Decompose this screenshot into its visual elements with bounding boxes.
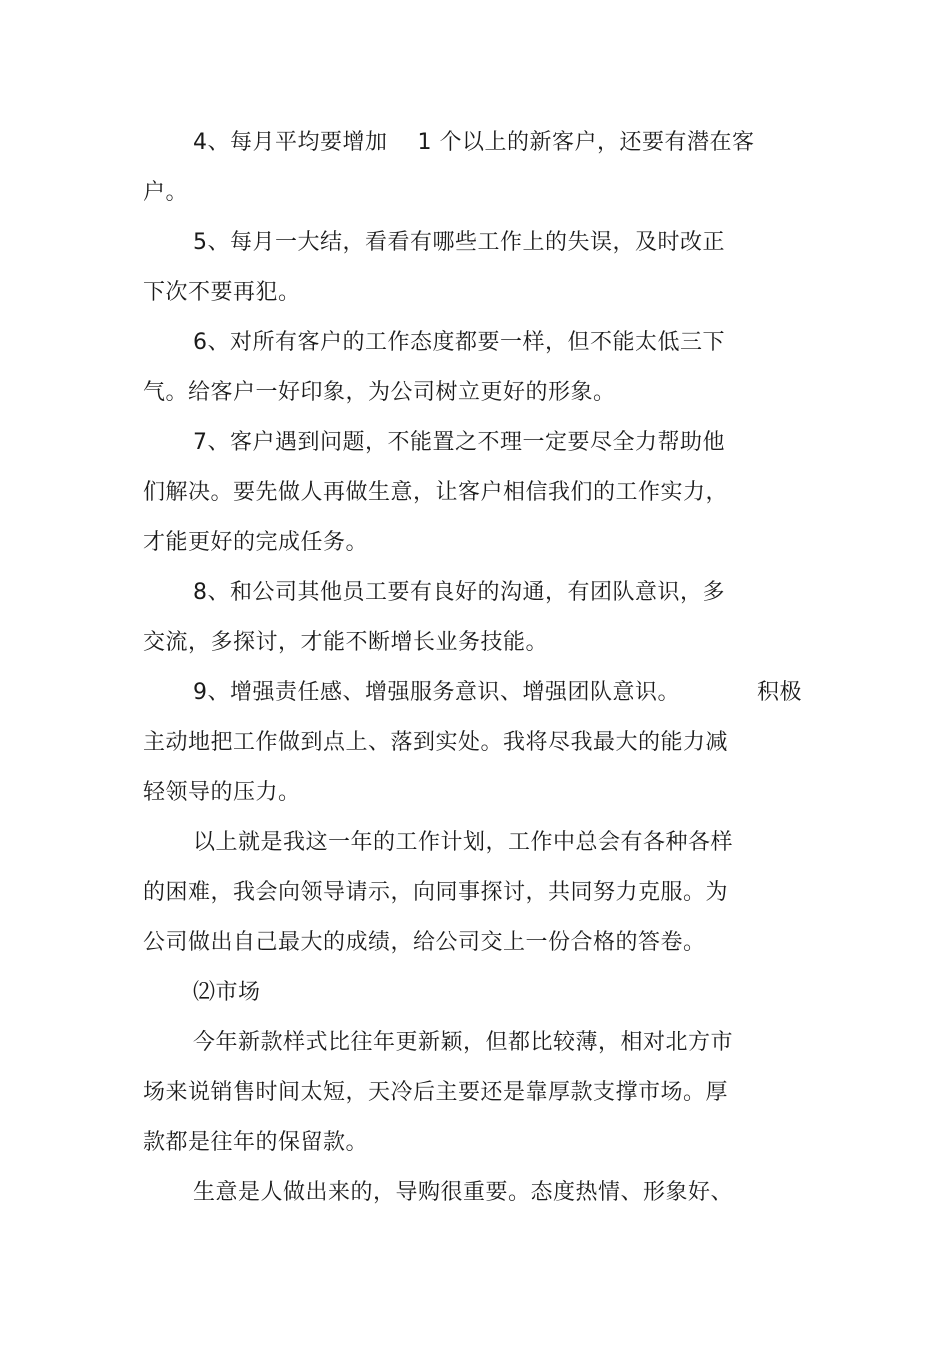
item-8-line-2: 交流，多探讨，才能不断增长业务技能。 bbox=[143, 630, 549, 655]
item-9-line-1-tail: 积极 bbox=[757, 680, 803, 705]
item-7-line-2: 们解决。要先做人再做生意，让客户相信我们的工作实力， bbox=[143, 480, 729, 505]
market-line-1: 今年新款样式比往年更新颖，但都比较薄，相对北方市 bbox=[193, 1030, 734, 1055]
summary-line-3: 公司做出自己最大的成绩，给公司交上一份合格的答卷。 bbox=[143, 930, 706, 955]
market-line-2: 场来说销售时间太短，天冷后主要还是靠厚款支撑市场。厚 bbox=[143, 1080, 729, 1105]
item-5-line-1: 5、每月一大结，看看有哪些工作上的失误，及时改正 bbox=[193, 230, 725, 255]
item-6-line-1: 6、对所有客户的工作态度都要一样，但不能太低三下 bbox=[193, 330, 725, 355]
item-7-line-3: 才能更好的完成任务。 bbox=[143, 530, 369, 555]
summary-line-1: 以上就是我这一年的工作计划，工作中总会有各种各样 bbox=[193, 830, 734, 855]
item-9-line-1: 9、增强责任感、增强服务意识、增强团队意识。 bbox=[193, 680, 680, 705]
item-4-line-1: 4、每月平均要增加 1 个以上的新客户，还要有潜在客 bbox=[193, 130, 755, 155]
market-line-3: 款都是往年的保留款。 bbox=[143, 1130, 369, 1155]
summary-line-2: 的困难，我会向领导请示，向同事探讨，共同努力克服。为 bbox=[143, 880, 729, 905]
item-6-line-2: 气。给客户一好印象，为公司树立更好的形象。 bbox=[143, 380, 616, 405]
section-heading-market: ⑵市场 bbox=[193, 980, 261, 1005]
sales-line-1: 生意是人做出来的，导购很重要。态度热情、形象好、 bbox=[193, 1180, 734, 1205]
item-9-line-3: 轻领导的压力。 bbox=[143, 780, 301, 805]
item-9-line-2: 主动地把工作做到点上、落到实处。我将尽我最大的能力减 bbox=[143, 730, 729, 755]
item-7-line-1: 7、客户遇到问题，不能置之不理一定要尽全力帮助他 bbox=[193, 430, 725, 455]
item-4-line-2: 户。 bbox=[143, 180, 189, 205]
item-5-line-2: 下次不要再犯。 bbox=[143, 280, 301, 305]
item-8-line-1: 8、和公司其他员工要有良好的沟通，有团队意识，多 bbox=[193, 580, 725, 605]
